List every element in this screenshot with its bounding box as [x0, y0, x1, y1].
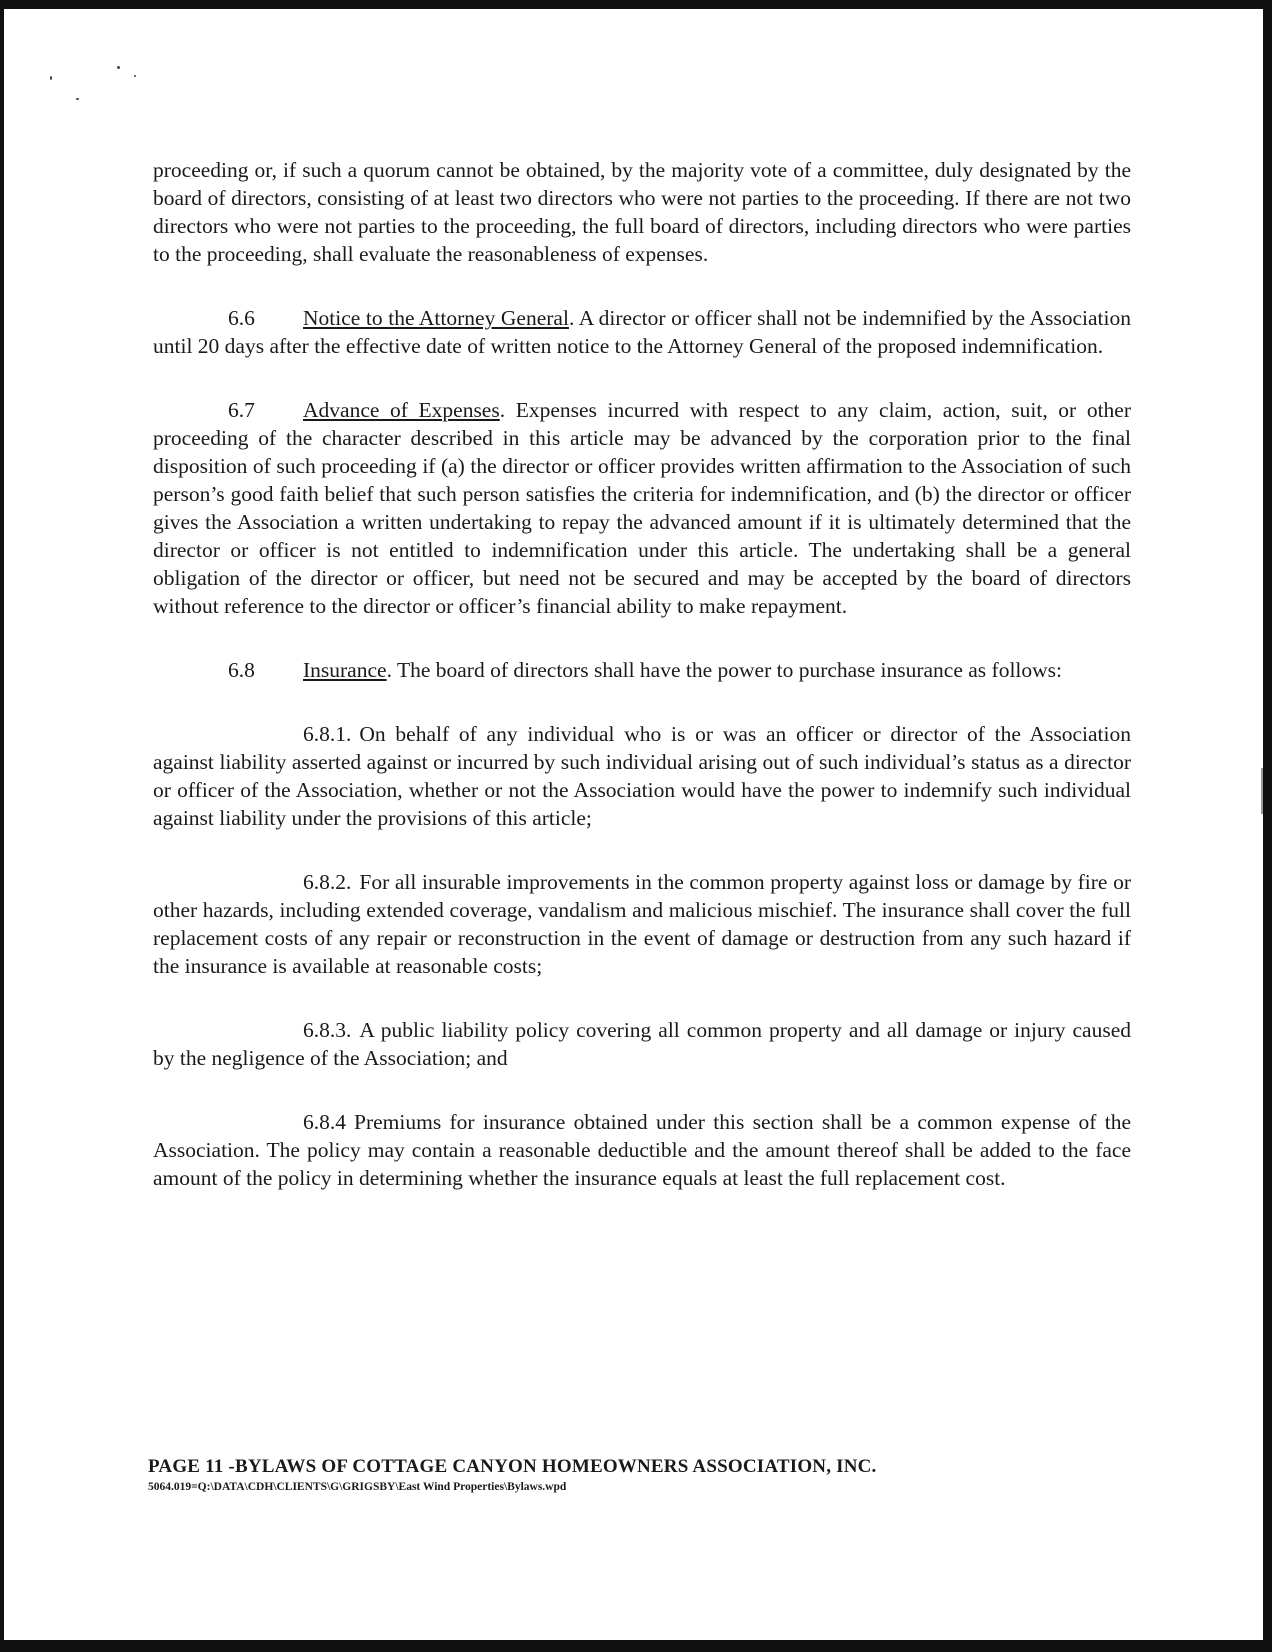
section-number: 6.8	[228, 658, 255, 682]
section-text: For all insurable improvements in the common property against loss or damage by fire or other hazards, including extended coverage, vandalism and malicious mischief. The insurance shall cover the full replacement costs of any repair or reconstruction in the event of damage or destruction from any such hazard if the insurance is available at reasonable costs;	[153, 870, 1131, 978]
section-6-8-1	[153, 720, 1131, 832]
document-body	[153, 156, 1131, 1192]
section-text: A public liability policy covering all common property and all damage or injury caused by the negligence of the Association; and	[153, 1018, 1131, 1070]
page-footer	[148, 1455, 1148, 1495]
section-number: 6.7	[228, 398, 255, 422]
scan-border-bottom	[0, 1640, 1272, 1652]
section-heading: Notice to the Attorney General	[303, 306, 569, 330]
section-text: . A director or officer shall not be indemnified by the Association until 20 days after the effective date of written notice to the Attorney General of the proposed indemnification.	[153, 306, 1132, 358]
section-number: 6.8.1.	[303, 722, 352, 746]
section-text: . The board of directors shall have the power to purchase insurance as follows:	[386, 658, 1063, 682]
section-number: 6.6	[228, 306, 255, 330]
section-6-8-4	[153, 1108, 1131, 1192]
section-text: Premiums for insurance obtained under this section shall be a common expense of the Association. The policy may contain a reasonable deductible and the amount thereof shall be added to the face amount of the policy in determining whether the insurance equals at least the full replacement cost.	[153, 1110, 1131, 1190]
section-6-8	[153, 656, 1131, 684]
scan-border-right	[1263, 0, 1272, 1652]
section-6-8-2	[153, 868, 1131, 980]
scan-border-left	[0, 0, 4, 1652]
paragraph-continuation: proceeding or, if such a quorum cannot be obtained, by the majority vote of a committee, duly designated by the board of directors, consisting of at least two directors who were not parties to the proceeding. If there are not two directors who were not parties to the proceeding, the full board of directors, including directors who were parties to the proceeding, shall evaluate the reasonableness of expenses.	[153, 158, 1131, 266]
section-heading: Advance of Expenses	[303, 398, 500, 422]
scan-border-top	[0, 0, 1272, 9]
section-heading: Insurance	[303, 658, 387, 682]
section-number: 6.8.2.	[303, 870, 352, 894]
scan-specks	[50, 62, 150, 112]
section-6-8-3	[153, 1016, 1131, 1072]
section-text: . Expenses incurred with respect to any claim, action, suit, or other proceeding of the character described in this article may be advanced by the corporation prior to the final disposition of such proceeding if (a) the director or officer provides written affirmation to the Association of such person’s good faith belief that such person satisfies the criteria for indemnification, and (b) the director or officer gives the Association a written undertaking to repay the advanced amount if it is ultimately determined that the director or officer is not entitled to indemnification under this article. The undertaking shall be a general obligation of the director or officer, but need not be secured and may be accepted by the board of directors without reference to the director or officer’s financial ability to make repayment.	[153, 398, 1131, 618]
section-6-7	[153, 396, 1131, 620]
section-number: 6.8.4	[303, 1110, 346, 1134]
footer-file-path: 5064.019=Q:\DATA\CDH\CLIENTS\G\GRIGSBY\East Wind Properties\Bylaws.wpd	[148, 1481, 567, 1493]
section-text: On behalf of any individual who is or was an officer or director of the Association against liability asserted against or incurred by such individual arising out of such individual’s status as a director or officer of the Association, whether or not the Association would have the power to indemnify such individual against liability under the provisions of this article;	[153, 722, 1131, 830]
section-number: 6.8.3.	[303, 1018, 352, 1042]
footer-title: PAGE 11 -BYLAWS OF COTTAGE CANYON HOMEOWNERS ASSOCIATION, INC.	[148, 1456, 877, 1477]
section-6-6	[153, 304, 1131, 360]
scan-edge-mark	[1261, 768, 1263, 814]
